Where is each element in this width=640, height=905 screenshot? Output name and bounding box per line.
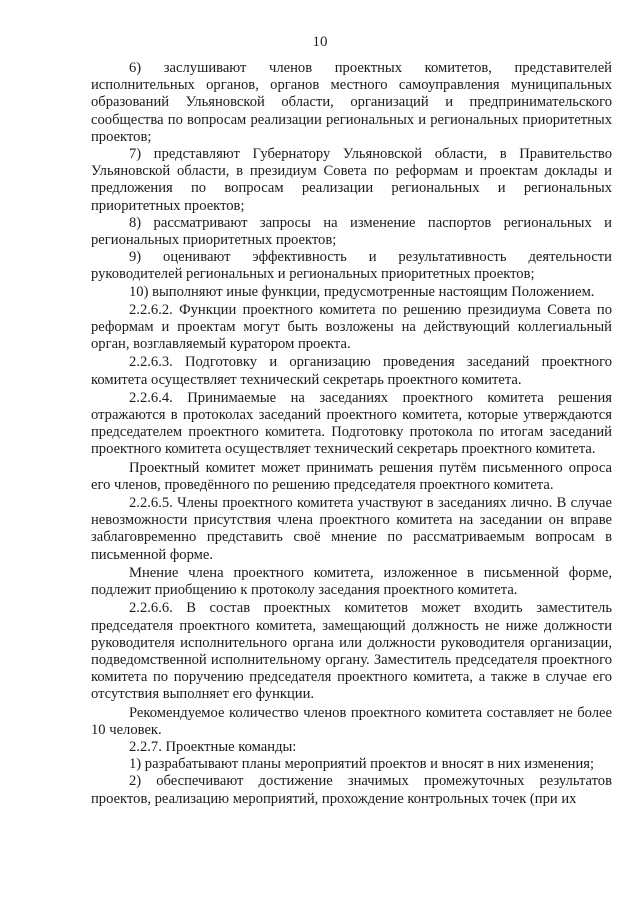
- paragraph: Мнение члена проектного комитета, изложенное в письменной форме, подлежит приобщению к протоколу заседания проектного комитета.: [91, 564, 612, 599]
- paragraph: 10) выполняют иные функции, предусмотренные настоящим Положением.: [129, 283, 595, 300]
- section-heading: 2.2.7. Проектные команды:: [129, 738, 297, 755]
- paragraph: 2.2.6.4. Принимаемые на заседаниях проектного комитета решения отражаются в протоколах заседаний проектного комитета, которые утверждаются председателем проектного комитета. Подготовку протокола по итогам заседаний проектного комитета осуществляет технический секретарь проектного комитета.: [91, 389, 612, 458]
- paragraph: 8) рассматривают запросы на изменение паспортов региональных и региональных приоритетных проектов;: [91, 214, 612, 249]
- document-body: [91, 60, 612, 808]
- list-item: 1) разрабатывают планы мероприятий проектов и вносят в них изменения;: [129, 756, 595, 773]
- paragraph: 2.2.6.2. Функции проектного комитета по решению президиума Совета по реформам и проектам могут быть возложены на действующий коллегиальный орган, возглавляемый куратором проекта.: [91, 301, 612, 353]
- paragraph: Рекомендуемое количество членов проектного комитета составляет не более 10 человек.: [91, 704, 612, 738]
- paragraph: 2.2.6.6. В состав проектных комитетов может входить заместитель председателя проектного комитета, замещающий должность не ниже должности руководителя исполнительного органа или должности руководителя организации, подведомственной исполнительному органу. Заместитель председателя проектного комитета по поручению председателя проектного комитета, а также в случае его отсутствия выполняет его функции.: [91, 600, 612, 703]
- paragraph: Проектный комитет может принимать решения путём письменного опроса его членов, проведённого по решению председателя проектного комитета.: [91, 459, 612, 493]
- page-number: 10: [312, 34, 328, 50]
- paragraph: 7) представляют Губернатору Ульяновской области, в Правительство Ульяновской области, в президиум Совета по реформам и проектам доклады и предложения по вопросам реализации региональных и региональных приоритетных проектов;: [91, 146, 612, 214]
- paragraph: 2.2.6.5. Члены проектного комитета участвуют в заседаниях лично. В случае невозможности присутствия члена проектного комитета на заседании он вправе заблаговременно представить своё мнение по рассматриваемым вопросам в письменной форме.: [91, 495, 612, 563]
- paragraph: 9) оценивают эффективность и результативность деятельности руководителей региональных и региональных приоритетных проектов;: [91, 249, 612, 283]
- paragraph: 6) заслушивают членов проектных комитетов, представителей исполнительных органов, органов местного самоуправления муниципальных образований Ульяновской области, организаций и предпринимательского сообщества по вопросам реализации региональных и региональных приоритетных проектов;: [91, 60, 612, 145]
- list-item: 2) обеспечивают достижение значимых промежуточных результатов проектов, реализацию мероприятий, прохождение контрольных точек (при их: [91, 773, 612, 807]
- paragraph: 2.2.6.3. Подготовку и организацию проведения заседаний проектного комитета осуществляет технический секретарь проектного комитета.: [91, 354, 612, 388]
